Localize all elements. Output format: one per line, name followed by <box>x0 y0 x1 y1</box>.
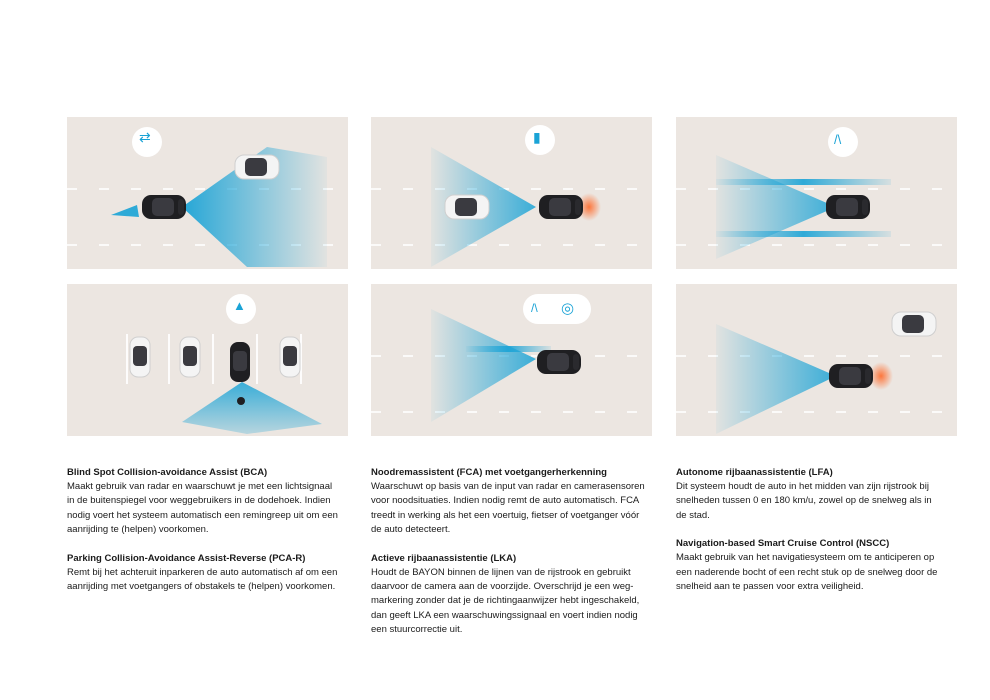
lfa-icon: /\ <box>834 132 842 147</box>
feature-body: Remt bij het achteruit inparkeren de auto automatisch af om een aanrijding met voetgangers of obstakels te (helpen) voorkomen. <box>67 566 338 593</box>
feature-nscc <box>676 537 958 594</box>
nscc-illustration <box>676 284 957 436</box>
feature-pcar <box>67 552 349 595</box>
feature-body: Houdt de BAYON binnen de lijnen van de rijstrook en gebruikt daarvoor de camera aan de voorzijde. Overschrijd je een weg- markering zonder dat je de richtingaanwijzer hebt ingeschakeld, dan geeft LKA een waarschuwingssignaal en voert indien nodig een stuurcorrectie uit. <box>371 566 640 636</box>
feature-title: Blind Spot Collision-avoidance Assist (BCA) <box>67 467 268 478</box>
feature-title: Actieve rijbaanassistentie (LKA) <box>371 552 517 564</box>
feature-body: Waarschuwt op basis van de input van radar en camerasensoren voor noodsituaties. Indien nodig remt de auto automatisch. FCA treedt in werking als het een voertuig, fietser of voetganger vóór de auto detecteert. <box>371 481 645 536</box>
feature-title: Noodremassistent (FCA) met voetgangerherkenning <box>371 467 607 478</box>
steering-wheel-icon: ◎ <box>561 300 575 317</box>
feature-body: Dit systeem houdt de auto in het midden van zijn rijstrook bij snelheden tussen 0 en 180 km/u, zowel op de snelweg als in de stad. <box>676 481 932 521</box>
text-column-middle <box>371 466 653 652</box>
text-column-right <box>676 466 958 608</box>
feature-fca <box>371 466 653 538</box>
feature-lfa <box>676 466 958 523</box>
text-column-left <box>67 466 349 608</box>
feature-lka <box>371 552 653 638</box>
bca-icon: ⇄ <box>139 129 151 145</box>
feature-body: Maakt gebruik van het navigatiesysteem om te anticiperen op een naderende bocht of een recht stuk op de snelweg door de snelheid aan te passen voor extra veiligheid. <box>676 552 938 593</box>
feature-title: Navigation-based Smart Cruise Control (NSCC) <box>676 538 890 550</box>
pcar-icon: ▲ <box>233 298 246 313</box>
feature-body: Maakt gebruik van radar en waarschuwt je met een lichtsignaal in de buitenspiegel voor weggebruikers in de dodehoek. Indien nodig voert het systeem automatisch een remingreep uit om een aanrijding te (helpen) voorkomen. <box>67 481 338 536</box>
fca-icon: ▮ <box>533 129 541 145</box>
feature-title: Parking Collision-Avoidance Assist-Reverse (PCA-R) <box>67 552 306 564</box>
feature-bca <box>67 466 349 538</box>
pcar-illustration <box>67 284 348 436</box>
bca-illustration <box>67 117 348 269</box>
feature-title: Autonome rijbaanassistentie (LFA) <box>676 467 833 478</box>
lka-illustration <box>371 284 652 436</box>
fca-illustration <box>371 117 652 269</box>
lfa-illustration <box>676 117 957 269</box>
lka-icon: /\ <box>531 301 538 315</box>
